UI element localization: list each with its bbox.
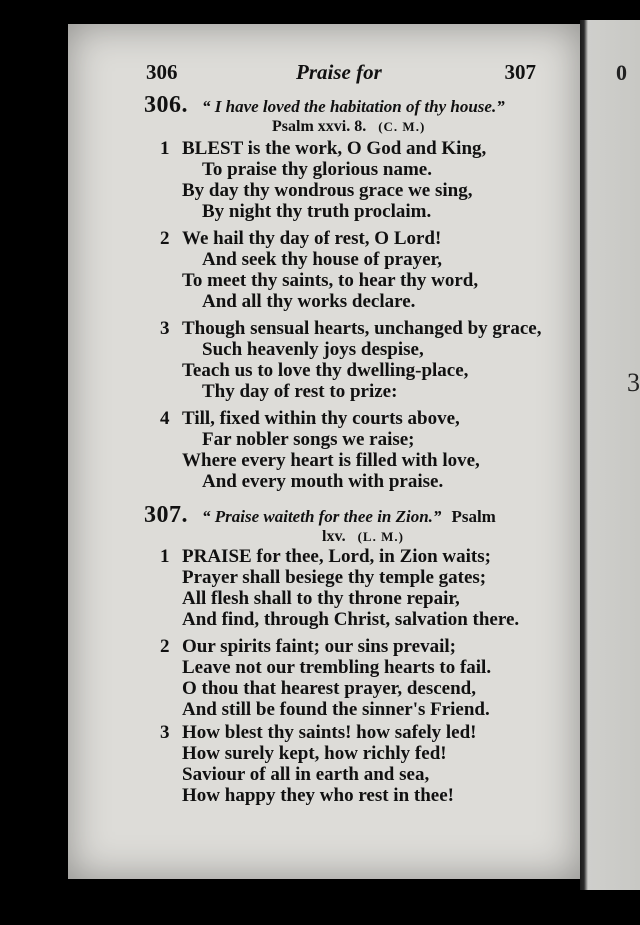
verse — [160, 722, 550, 806]
verse — [160, 408, 550, 492]
verse-number: 2 — [160, 636, 170, 657]
verse-line: Such heavenly joys despise, — [202, 339, 424, 360]
scripture-reference: lxv. — [322, 528, 346, 545]
verse-line: Where every heart is filled with love, — [182, 450, 480, 471]
verse-number: 1 — [160, 546, 170, 567]
verse — [160, 546, 550, 630]
page-number-left: 306 — [146, 60, 178, 84]
scripture-reference-start: Psalm — [451, 507, 496, 526]
hymn-meter: (C. M.) — [378, 119, 426, 134]
verse-line: By day thy wondrous grace we sing, — [182, 180, 473, 201]
facing-page-number-fragment: 0 — [616, 60, 627, 85]
hymn-meter: (L. M.) — [357, 529, 404, 544]
verse-line: How blest thy saints! how safely led! — [182, 722, 477, 743]
running-title: Praise for — [296, 60, 382, 84]
verse — [160, 318, 550, 402]
verse-line: And seek thy house of prayer, — [202, 249, 442, 270]
verse-number: 3 — [160, 318, 170, 339]
hymn-heading — [144, 502, 496, 529]
verse-line: O thou that hearest prayer, descend, — [182, 678, 476, 699]
hymn-number: 307. — [144, 502, 188, 528]
hymn-reference — [322, 528, 404, 546]
verse-line: Till, fixed within thy courts above, — [182, 408, 460, 429]
verse-line: How happy they who rest in thee! — [182, 785, 454, 806]
verse-number: 4 — [160, 408, 170, 429]
verse-number: 1 — [160, 138, 170, 159]
verse — [160, 228, 550, 312]
verse-line: To meet thy saints, to hear thy word, — [182, 270, 479, 291]
verse-line: All flesh shall to thy throne repair, — [182, 588, 460, 609]
verse-line: Prayer shall besiege thy temple gates; — [182, 567, 487, 588]
hymn-heading — [144, 92, 505, 119]
verse-line: Far nobler songs we raise; — [202, 429, 415, 450]
verse-line: Though sensual hearts, unchanged by grace, — [182, 318, 542, 339]
verse-line: Leave not our trembling hearts to fail. — [182, 657, 492, 678]
verse-line: We hail thy day of rest, O Lord! — [182, 228, 442, 249]
verse-line: By night thy truth proclaim. — [202, 201, 432, 222]
scripture-reference: Psalm xxvi. 8. — [272, 118, 367, 135]
page-number-right: 307 — [504, 60, 536, 84]
verse-line: And every mouth with praise. — [202, 471, 444, 492]
verse-line: And find, through Christ, salvation there. — [182, 609, 520, 630]
hymn-epigraph: “ I have loved the habitation of thy house.” — [202, 97, 505, 116]
verse-line: Thy day of rest to prize: — [202, 381, 398, 402]
verse-line: How surely kept, how richly fed! — [182, 743, 447, 764]
facing-page-edge — [580, 20, 640, 890]
hymn-number: 306. — [144, 92, 188, 118]
verse-line: Our spirits faint; our sins prevail; — [182, 636, 456, 657]
verse — [160, 138, 550, 222]
verse-line: And all thy works declare. — [202, 291, 416, 312]
verse-line: Teach us to love thy dwelling-place, — [182, 360, 469, 381]
verse-number: 2 — [160, 228, 170, 249]
facing-page-mark: 3 — [627, 368, 640, 397]
hymn-epigraph: “ Praise waiteth for thee in Zion.” — [202, 507, 442, 526]
verse-line: Saviour of all in earth and sea, — [182, 764, 430, 785]
verse-line: And still be found the sinner's Friend. — [182, 699, 490, 720]
page-header — [146, 60, 536, 88]
verse-line: BLEST is the work, O God and King, — [182, 138, 487, 159]
verse-number: 3 — [160, 722, 170, 743]
verse-line: PRAISE for thee, Lord, in Zion waits; — [182, 546, 491, 567]
verse-line: To praise thy glorious name. — [202, 159, 432, 180]
verse — [160, 636, 550, 720]
hymn-reference — [272, 118, 425, 136]
